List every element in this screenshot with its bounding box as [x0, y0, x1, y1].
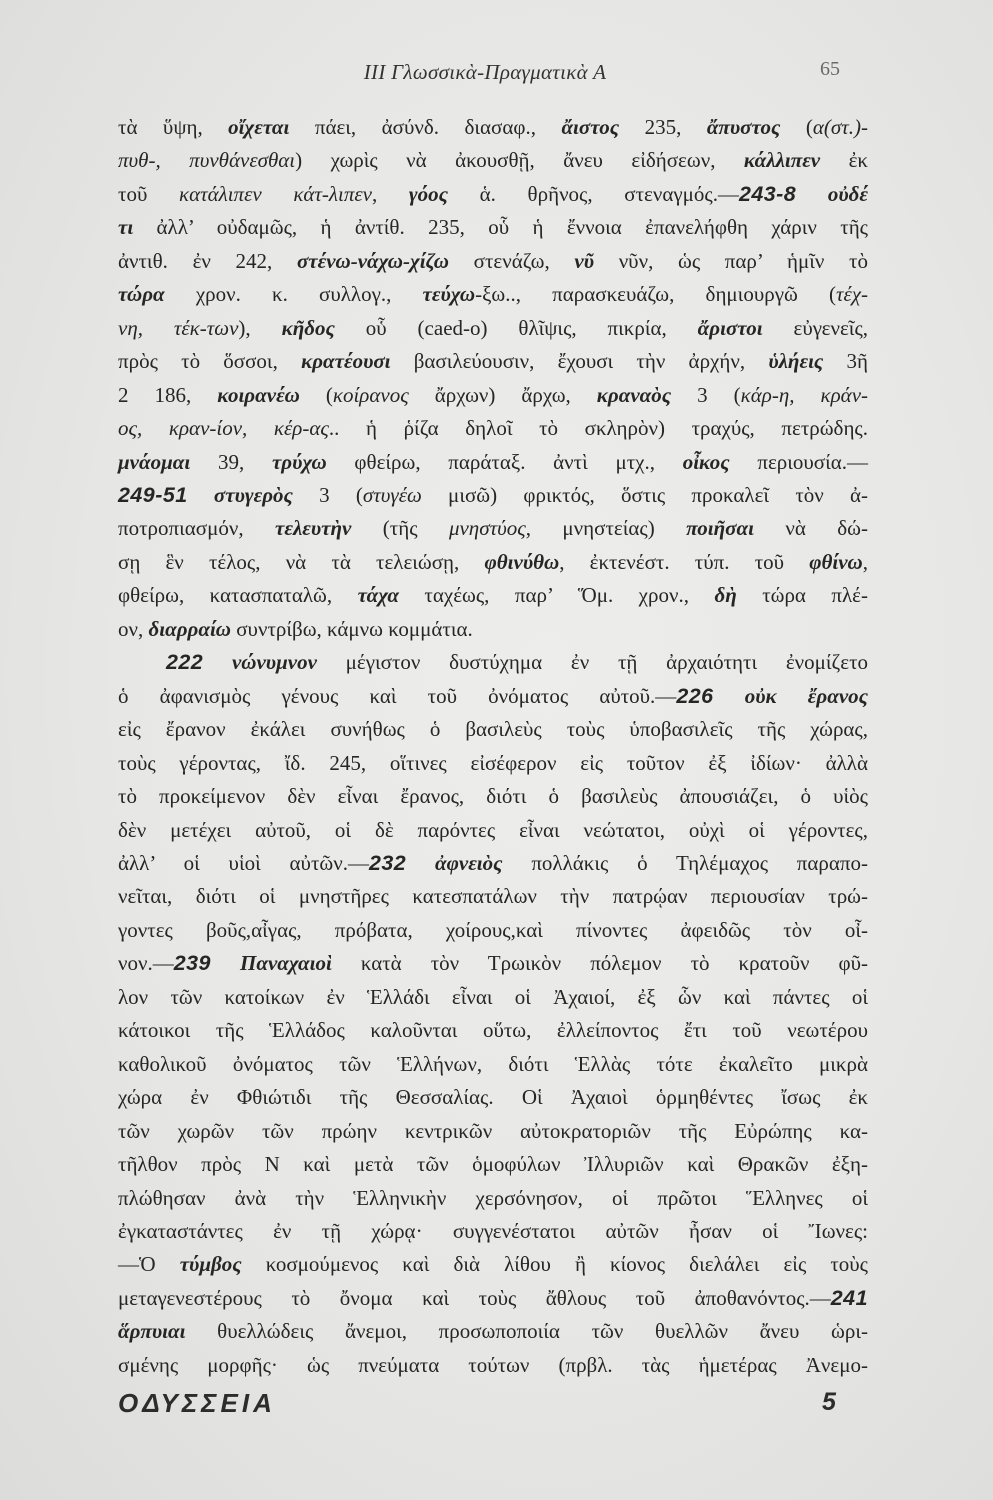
headword: ἀφνειὸς	[434, 850, 503, 875]
text-run	[211, 951, 240, 975]
italic-form: κοίρανος	[332, 382, 409, 407]
text-run: πλώθησαν ἀνὰ τὴν Ἑλληνικὴν χερσόνησον, οἱ πρῶτοι Ἕλληνες οἱ	[118, 1185, 868, 1210]
text-run: πρὸς τὸ ὅσσοι,	[118, 349, 302, 374]
text-run: ποτροπιασμόν,	[118, 516, 276, 541]
text-run: συντρίβω, κάμνω κομμάτια.	[230, 616, 473, 641]
text-run: κατὰ τὸν Τρωικὸν πόλεμον τὸ κρατοῦν φῦ-	[331, 951, 868, 976]
text-run: , ἐκτενέστ. τύπ. τοῦ	[559, 549, 810, 574]
text-line	[118, 1081, 868, 1114]
text-run: ) χωρὶς νὰ ἀκουσθῇ, ἄνευ εἰδήσεων,	[295, 148, 744, 173]
text-line	[118, 512, 868, 545]
text-run: τοὺς γέροντας, ἴδ. 245, οἵτινες εἰσέφερον εἰς τοῦτον ἐξ ἰδίων· ἀλλὰ	[118, 750, 868, 775]
headword: δὴ	[714, 583, 737, 608]
signature-title: ΟΔΥΣΣΕΙΑ	[118, 1388, 276, 1418]
body-text	[118, 111, 868, 1382]
headword: νώνυμνον	[231, 650, 317, 675]
headword: κρατέουσι	[301, 349, 391, 374]
headword: τι	[118, 215, 134, 240]
headword: στένω-νάχω-χίζω	[296, 248, 449, 273]
text-run	[188, 483, 214, 507]
text-line	[118, 747, 868, 780]
text-line	[118, 111, 868, 144]
text-line	[118, 446, 868, 479]
text-run: νὰ δώ-	[753, 516, 868, 541]
text-run: στενάζω,	[448, 248, 575, 273]
headword: διαρραίω	[148, 616, 231, 641]
text-run: νῦν, ὡς παρ’ ἡμῖν τὸ	[594, 248, 868, 273]
text-run: ἐγκαταστάντες ἐν τῇ χώρᾳ· συγγενέστατοι αὐτῶν ἦσαν οἱ Ἴωνες:	[118, 1218, 868, 1243]
verse-reference: 226	[676, 683, 714, 708]
text-run: λον τῶν κατοίκων ἐν Ἑλλάδι εἶναι οἱ Ἀχαιοί, ἐξ ὧν καὶ πάντες οἱ	[118, 984, 868, 1009]
text-line	[118, 546, 868, 579]
text-line	[118, 814, 868, 847]
text-run: 2 186,	[118, 382, 218, 407]
headword: τύμβος	[179, 1252, 242, 1277]
headword: τεύχω	[422, 282, 476, 307]
verse-reference: 222	[166, 650, 204, 675]
text-line	[118, 680, 868, 713]
verse-reference: 241	[830, 1285, 868, 1310]
text-line	[118, 1315, 868, 1348]
text-run: τὸ προκείμενον δὲν εἶναι ἔρανος, διότι ὁ βασιλεὺς ἀπουσιάζει, ὁ υἱὸς	[118, 784, 868, 809]
text-line	[118, 1182, 868, 1215]
headword: τελευτὴν	[275, 516, 352, 541]
italic-form: στυγέω	[362, 482, 422, 507]
headword: κοιρανέω	[217, 382, 300, 407]
text-line	[118, 345, 868, 378]
text-line	[118, 914, 868, 947]
verse-reference: 249-51	[118, 482, 188, 507]
headword: κῆδος	[281, 315, 335, 340]
text-run: περιουσία.—	[729, 449, 869, 474]
text-run: τοῦ	[118, 181, 179, 206]
text-run: πολλάκις ὁ Τηλέμαχος παραπο-	[502, 850, 868, 875]
text-line	[118, 613, 868, 646]
signature-number: 5	[822, 1388, 836, 1416]
text-line	[118, 713, 868, 746]
text-run: τὰ ὕψη,	[118, 115, 229, 139]
text-line	[118, 579, 868, 612]
text-run: οὗ (caed-o) θλῖψις, πικρία,	[334, 315, 698, 340]
text-run: ἀλλ’ οἱ υἱοὶ αὐτῶν.—	[118, 850, 369, 875]
text-line	[118, 1282, 868, 1315]
headword: οἶκος	[682, 449, 730, 474]
headword: ὑλήεις	[768, 349, 824, 374]
italic-form: α(στ.)-	[812, 115, 868, 139]
text-run: .. ἡ ῥίζα δηλοῖ τὸ σκληρὸν) τραχύς, πετρώδης.	[328, 416, 868, 441]
text-line	[118, 1048, 868, 1081]
text-run: ἄρχων) ἄρχω,	[408, 382, 597, 407]
text-run: κάτοικοι τῆς Ἑλλάδος καλοῦνται οὕτω, ἐλλείποντος ἔτι τοῦ νεωτέρου	[118, 1018, 868, 1043]
text-run: 235,	[619, 115, 707, 139]
text-run: (τῆς	[351, 516, 449, 541]
page-number: 65	[820, 58, 840, 80]
text-run: σμένης μορφῆς· ὡς πνεύματα τούτων (πρβλ. τὰς ἡμετέρας Ἀνεμο-	[118, 1352, 868, 1377]
text-run: φθείρω, παράταξ. ἀντὶ μτχ.,	[326, 449, 683, 474]
headword: κάλλιπεν	[743, 148, 821, 173]
headword: γόος	[408, 181, 448, 206]
text-run: -ξω.., παρασκευάζω, δημιουργῶ (	[475, 282, 836, 307]
text-line	[118, 312, 868, 345]
text-line	[118, 211, 868, 244]
headword: κραναὸς	[596, 382, 672, 407]
text-line	[118, 947, 868, 980]
text-run: τῶν χωρῶν τῶν πρώην κεντρικῶν αὐτοκρατοριῶν τῆς Εὐρώπης κα-	[118, 1118, 868, 1143]
text-run: ἁ. θρῆνος, στεναγμός.—	[448, 181, 739, 206]
text-line	[118, 178, 868, 211]
text-run: τῆλθον πρὸς Ν καὶ μετὰ τῶν ὁμοφύλων Ἰλλυριῶν καὶ Θρακῶν ἐξη-	[118, 1152, 868, 1177]
headword: ἄπυστος	[706, 115, 781, 139]
italic-form: ος, κραν-ίον, κέρ-ας	[118, 416, 329, 441]
text-run: 3 (	[671, 382, 741, 407]
text-run: πάει, ἀσύνδ. διασαφ.,	[289, 115, 562, 139]
text-run: γοντες βοῦς,αἶγας, πρόβατα, χοίρους,καὶ πίνοντες ἀφειδῶς τὸν οἶ-	[118, 917, 868, 942]
text-run: ον,	[118, 616, 149, 641]
text-run: φθείρω, κατασπαταλῶ,	[118, 583, 358, 608]
text-line	[118, 981, 868, 1014]
headword: οὐδέ	[827, 181, 869, 206]
running-head: III Γλωσσικὰ-Πραγματικὰ Α	[363, 60, 607, 84]
text-run: —Ὁ	[118, 1252, 180, 1277]
text-run: εἰς ἔρανον ἐκάλει συνήθως ὁ βασιλεὺς τοὺς ὑποβασιλεῖς τῆς χώρας,	[118, 717, 868, 742]
italic-form: κατάλιπεν κάτ-λιπεν	[178, 181, 372, 206]
verse-reference: 243-8	[738, 181, 797, 206]
headword: ἄριστοι	[697, 315, 763, 340]
text-line	[118, 379, 868, 412]
text-line	[118, 1014, 868, 1047]
text-run: θυελλώδεις ἄνεμοι, προσωποποιία τῶν θυελλῶν ἄνευ ὡρι-	[185, 1319, 868, 1344]
text-run: ἐκ	[820, 148, 868, 173]
headword: οὐκ ἔρανος	[744, 683, 869, 708]
italic-form: κάρ-η, κράν-	[740, 382, 869, 407]
text-line	[118, 1215, 868, 1248]
text-line	[118, 1148, 868, 1181]
italic-form: μνηστύος	[448, 516, 526, 541]
text-line	[118, 412, 868, 445]
text-run: νεῖται, διότι οἱ μνηστῆρες κατεσπατάλων τὴν πατρῴαν περιουσίαν τρώ-	[118, 884, 868, 909]
headword: τρύχω	[271, 449, 327, 474]
text-line	[118, 144, 868, 177]
text-run: μέγιστον δυστύχημα ἐν τῇ ἀρχαιότητι ἐνομίζετο	[316, 650, 869, 675]
text-run: 39,	[190, 449, 272, 474]
text-line	[118, 1349, 868, 1382]
text-line	[118, 646, 868, 679]
text-run: σῃ ἓν τέλος, νὰ τὰ τελειώσῃ,	[118, 549, 485, 574]
text-run: ,	[371, 181, 409, 206]
headword: ἄιστος	[561, 115, 620, 139]
headword: νῦ	[574, 248, 595, 273]
text-line	[118, 847, 868, 880]
text-run: κοσμούμενος καὶ διὰ λίθου ἢ κίονος διελάλει εἰς τοὺς	[241, 1252, 868, 1277]
headword: στυγερὸς	[213, 482, 293, 507]
text-run: (	[780, 115, 813, 139]
paragraph	[118, 646, 868, 1382]
headword: Παναχαιοὶ	[240, 951, 332, 976]
text-run: ,	[862, 549, 868, 574]
italic-form: νη, τέκ-των	[118, 315, 239, 340]
text-run: δὲν μετέχει αὐτοῦ, οἱ δὲ παρόντες εἶναι νεώτατοι, οὐχὶ οἱ γέροντες,	[118, 817, 868, 842]
text-line	[118, 245, 868, 278]
text-run: , μνηστείας)	[525, 516, 687, 541]
text-run	[796, 182, 828, 206]
headword: τώρα	[118, 282, 165, 307]
text-run: χρον. κ. συλλογ.,	[164, 282, 423, 307]
text-run: εὐγενεῖς,	[762, 315, 869, 340]
text-run: 3 (	[292, 482, 363, 507]
headword: φθινύθω	[484, 549, 560, 574]
paragraph	[118, 111, 868, 646]
text-run: μισῶ) φρικτός, ὅστις προκαλεῖ τὸν ἀ-	[421, 482, 869, 507]
text-line	[118, 1248, 868, 1281]
text-line	[118, 880, 868, 913]
text-run: 3ῆ	[823, 349, 868, 374]
text-run: βασιλεύουσιν, ἔχουσι τὴν ἀρχήν,	[390, 349, 769, 374]
text-run: χώρα ἐν Φθιώτιδι τῆς Θεσσαλίας. Οἱ Ἀχαιοὶ ὁρμηθέντες ἴσως ἐκ	[118, 1085, 868, 1110]
headword: μνάομαι	[118, 449, 191, 474]
verse-reference: 232	[368, 850, 407, 875]
text-run: ),	[238, 315, 282, 340]
text-run: ἀντιθ. ἐν 242,	[118, 248, 297, 273]
text-run: τώρα πλέ-	[736, 583, 868, 608]
text-line	[118, 278, 868, 311]
text-run	[203, 650, 232, 674]
text-line	[118, 479, 868, 512]
text-run	[406, 851, 435, 875]
text-line	[118, 1115, 868, 1148]
headword: οἴχεται	[228, 115, 290, 139]
verse-reference: 239	[173, 951, 211, 976]
text-line	[118, 780, 868, 813]
text-run: νον.—	[118, 951, 174, 976]
text-run: (	[299, 382, 333, 407]
headword: φθίνω	[809, 549, 863, 574]
text-run	[714, 684, 745, 708]
italic-form: πυθ-, πυνθάνεσθαι	[118, 148, 296, 173]
text-run: ὁ ἀφανισμὸς γένους καὶ τοῦ ὀνόματος αὐτοῦ.—	[118, 683, 677, 708]
text-run: ἀλλ’ οὐδαμῶς, ἡ ἀντίθ. 235, οὗ ἡ ἔννοια ἐπανελήφθη χάριν τῆς	[133, 215, 868, 240]
headword: ἅρπυιαι	[118, 1319, 186, 1344]
text-run: μεταγενεστέρους τὸ ὄνομα καὶ τοὺς ἄθλους τοῦ ἀποθανόντος.—	[118, 1285, 831, 1310]
text-run: ταχέως, παρ’ Ὅμ. χρον.,	[398, 583, 715, 608]
italic-form: τέχ-	[835, 282, 868, 307]
headword: τάχα	[357, 583, 399, 608]
headword: ποιῆσαι	[686, 516, 754, 541]
text-run: καθολικοῦ ὀνόματος τῶν Ἑλλήνων, διότι Ἑλλὰς τότε ἐκαλεῖτο μικρὰ	[118, 1051, 868, 1076]
